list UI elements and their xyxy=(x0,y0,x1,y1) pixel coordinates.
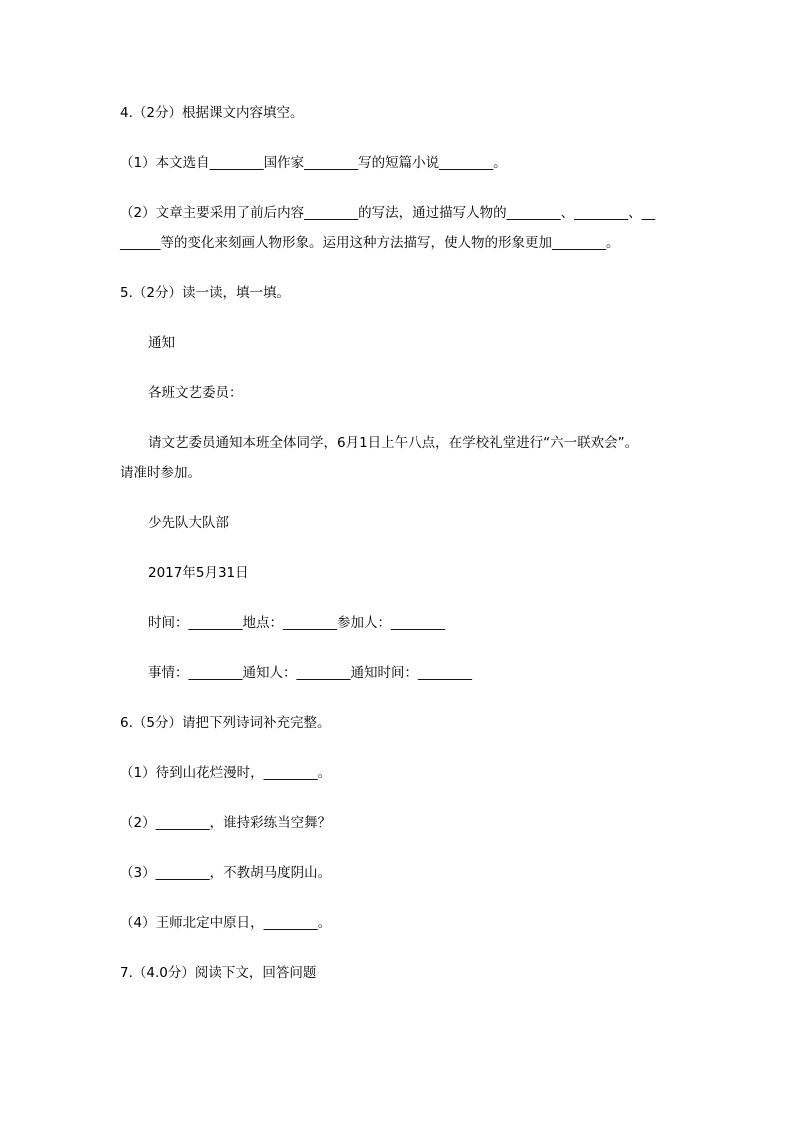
question-4-heading: 4.（2分）根据课文内容填空。 xyxy=(120,105,304,121)
notice-date: 2017年5月31日 xyxy=(148,565,249,581)
question-4-item-2-continued: ______等的变化来刻画人物形象。运用这种方法描写，使人物的形象更加________。 xyxy=(120,235,620,251)
question-6-item-1: （1）待到山花烂漫时，________。 xyxy=(120,765,332,781)
notice-body: 请文艺委员通知本班全体同学，6月1日上午八点，在学校礼堂进行“六一联欢会”。 xyxy=(148,435,639,451)
question-6-item-4: （4）王师北定中原日，________。 xyxy=(120,915,332,931)
notice-sender: 少先队大队部 xyxy=(148,515,229,531)
notice-title: 通知 xyxy=(148,335,175,351)
question-6-heading: 6.（5分）请把下列诗词补充完整。 xyxy=(120,715,331,731)
question-4-item-1: （1）本文选自________国作家________写的短篇小说________。 xyxy=(120,155,507,171)
notice-fill-line-2: 事情：________通知人：________通知时间：________ xyxy=(148,665,472,681)
notice-body-continued: 请准时参加。 xyxy=(120,465,201,481)
question-6-item-2: （2）________，谁持彩练当空舞？ xyxy=(120,815,332,831)
notice-addressee: 各班文艺委员： xyxy=(148,385,243,401)
question-5-heading: 5.（2分）读一读，填一填。 xyxy=(120,285,290,301)
notice-fill-line-1: 时间：________地点：________参加人：________ xyxy=(148,615,445,631)
question-7-heading: 7.（4.0分）阅读下文，回答问题 xyxy=(120,965,317,981)
question-4-item-2: （2）文章主要采用了前后内容________的写法，通过描写人物的________、________、__ xyxy=(120,205,656,221)
question-6-item-3: （3）________，不教胡马度阴山。 xyxy=(120,865,332,881)
